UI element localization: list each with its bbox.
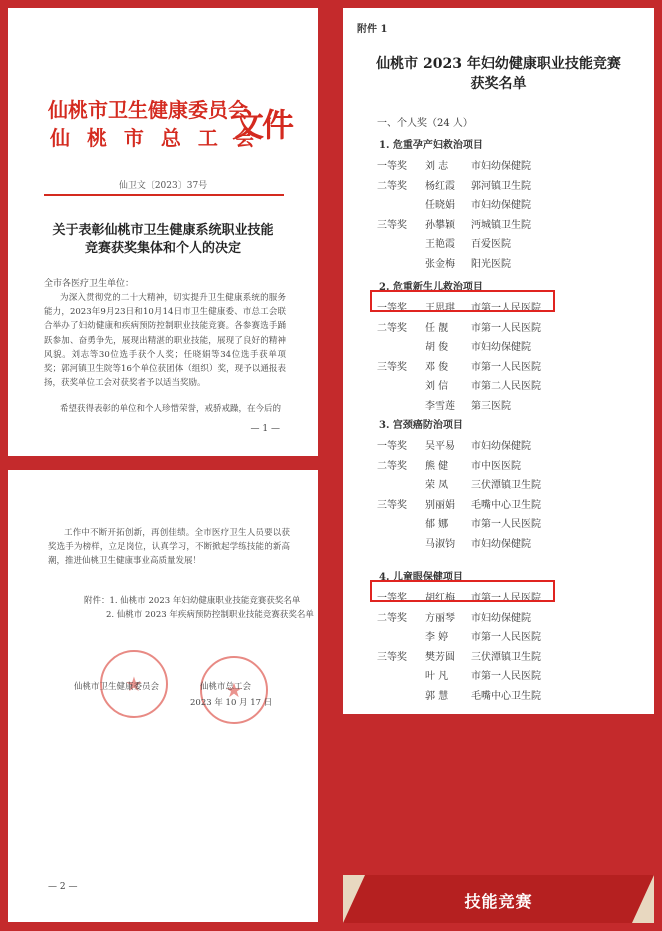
award-org: 市中医医院 <box>471 460 521 472</box>
award-rank: 一等奖 <box>377 303 407 314</box>
award-name: 熊 健 <box>425 460 449 472</box>
award-org: 市第二人民医院 <box>471 381 541 393</box>
award-org: 毛嘴中心卫生院 <box>471 691 541 702</box>
award-rank: 二等奖 <box>377 460 407 472</box>
award-org: 市第一人民医院 <box>471 671 541 683</box>
award-name: 王艳霞 <box>425 239 455 251</box>
document-title-line-1: 关于表彰仙桃市卫生健康系统职业技能 <box>52 223 274 238</box>
body-paragraph-3: 工作中不断开拓创新，再创佳绩。全市医疗卫生人员要以获奖选手为榜样，立足岗位，认真学习，不断掀起学练技能的新高潮，推进仙桃卫生健康事业高质量发展！ <box>48 528 290 567</box>
category-title: 4. 儿童眼保健项目 <box>379 572 463 583</box>
award-name: 任 靓 <box>425 322 449 334</box>
salutation: 全市各医疗卫生单位： <box>44 279 135 289</box>
award-org: 阳光医院 <box>471 259 511 270</box>
award-name: 杨红霞 <box>425 180 455 192</box>
award-org: 市妇幼保健院 <box>471 342 531 354</box>
award-rank: 二等奖 <box>377 612 407 624</box>
award-name: 任晓娟 <box>425 200 455 212</box>
award-org: 市第一人民医院 <box>471 632 541 644</box>
award-name: 叶 凡 <box>425 671 449 683</box>
award-rank: 一等奖 <box>377 593 407 604</box>
signer-1: 仙桃市卫生健康委员会 <box>74 682 160 692</box>
award-org: 郭河镇卫生院 <box>471 180 531 192</box>
award-rank: 三等奖 <box>377 651 407 663</box>
award-name: 荣 凤 <box>425 480 449 492</box>
award-org: 市妇幼保健院 <box>471 539 531 550</box>
signer-2: 仙桃市总工会 <box>200 682 252 692</box>
award-org: 市第一人民医院 <box>471 322 541 334</box>
award-rank: 一等奖 <box>377 441 407 452</box>
award-name: 刘 志 <box>425 161 449 172</box>
banner-label: 技能竞赛 <box>464 892 533 911</box>
award-org: 市妇幼保健院 <box>471 161 531 172</box>
award-org: 市妇幼保健院 <box>471 200 531 212</box>
issuer-line-1: 仙桃市卫生健康委员会 <box>48 98 248 122</box>
award-name: 胡红梅 <box>425 593 455 604</box>
award-name: 李 婷 <box>425 632 449 644</box>
award-org: 百爱医院 <box>471 239 511 251</box>
list-title-line-1: 仙桃市 2023 年妇幼健康职业技能竞赛 <box>376 56 621 72</box>
annex-label: 附件 1 <box>357 24 388 35</box>
highlight-box <box>370 290 555 312</box>
page-number-1: — 1 — <box>250 424 280 434</box>
award-name: 樊芳圆 <box>425 651 455 663</box>
award-name: 邓 俊 <box>425 361 449 373</box>
issue-date: 2023 年 10 月 17 日 <box>190 698 273 708</box>
category-title: 2. 危重新生儿救治项目 <box>379 282 483 293</box>
award-org: 沔城镇卫生院 <box>471 219 531 231</box>
award-name: 方丽琴 <box>425 612 455 624</box>
award-org: 市妇幼保健院 <box>471 441 531 452</box>
award-name: 张金梅 <box>425 259 455 270</box>
page-number-2: — 2 — <box>48 882 78 892</box>
document-number: 仙卫文〔2023〕37号 <box>118 181 208 191</box>
body-paragraph-1: 为深入贯彻党的二十大精神，切实提升卫生健康系统的服务能力，2023年9月23日和10月14日市卫生健康委、市总工会联合举办了妇幼健康和疾病预防控制职业技能竞赛。各参赛选手踊跃参加、奋勇争先，展现出精湛的职业技能，展现了良好的精神风貌。刘志等30位选手获个人奖；任晓娟等34位选手获单项奖；郭河镇卫生院等16个单位获团体（组织）奖，现予以通报表扬，获奖单位工会对获奖者予以适当奖励。 <box>44 293 286 389</box>
issuer-wenjian: 文件 <box>232 106 293 144</box>
skills-competition-banner <box>343 875 654 923</box>
list-title-line-2: 获奖名单 <box>470 76 527 92</box>
award-org: 市妇幼保健院 <box>471 612 531 624</box>
award-name: 郭 慧 <box>425 691 449 702</box>
award-org: 市第一人民医院 <box>471 361 541 373</box>
award-org: 毛嘴中心卫生院 <box>471 499 541 511</box>
document-page-2 <box>8 470 318 922</box>
document-page-1 <box>8 8 318 456</box>
award-name: 别丽娟 <box>425 499 455 511</box>
category-title: 1. 危重孕产妇救治项目 <box>379 140 483 151</box>
category-title: 3. 宫颈癌防治项目 <box>379 420 463 431</box>
section-individual-awards: 一、个人奖（24 人） <box>377 118 473 129</box>
red-divider <box>44 194 284 196</box>
body-paragraph-2: 希望获得表彰的单位和个人珍惜荣誉，戒骄戒躁，在今后的 <box>60 404 282 414</box>
award-rank: 一等奖 <box>377 161 407 172</box>
award-name: 吴平易 <box>425 441 455 452</box>
award-name: 刘 信 <box>425 381 449 393</box>
document-title-line-2: 竞赛获奖集体和个人的决定 <box>84 241 241 256</box>
document-title <box>28 222 298 258</box>
award-name: 李雪莲 <box>425 401 455 412</box>
attachment-2: 2. 仙桃市 2023 年疾病预防控制职业技能竞赛获奖名单 <box>106 610 314 620</box>
list-title <box>343 54 654 94</box>
award-org: 三伏潭镇卫生院 <box>471 651 541 663</box>
award-rank: 三等奖 <box>377 219 407 231</box>
award-rank: 三等奖 <box>377 499 407 511</box>
award-name: 孙攀颖 <box>425 219 455 231</box>
award-name: 马淑钧 <box>425 539 455 550</box>
award-org: 第三医院 <box>471 401 511 412</box>
award-org: 三伏潭镇卫生院 <box>471 480 541 492</box>
attachment-1: 附件：1. 仙桃市 2023 年妇幼健康职业技能竞赛获奖名单 <box>84 596 301 606</box>
award-org: 市第一人民医院 <box>471 593 541 604</box>
award-name: 郁 娜 <box>425 519 449 531</box>
highlight-box <box>370 580 555 602</box>
award-rank: 二等奖 <box>377 180 407 192</box>
award-list-page <box>343 8 654 714</box>
issuer-line-2: 仙 桃 市 总 工 会 <box>50 126 260 150</box>
award-name: 胡 俊 <box>425 342 449 354</box>
award-rank: 三等奖 <box>377 361 407 373</box>
award-org: 市第一人民医院 <box>471 303 541 314</box>
award-name: 王思琪 <box>425 303 455 314</box>
award-org: 市第一人民医院 <box>471 519 541 531</box>
award-rank: 二等奖 <box>377 322 407 334</box>
